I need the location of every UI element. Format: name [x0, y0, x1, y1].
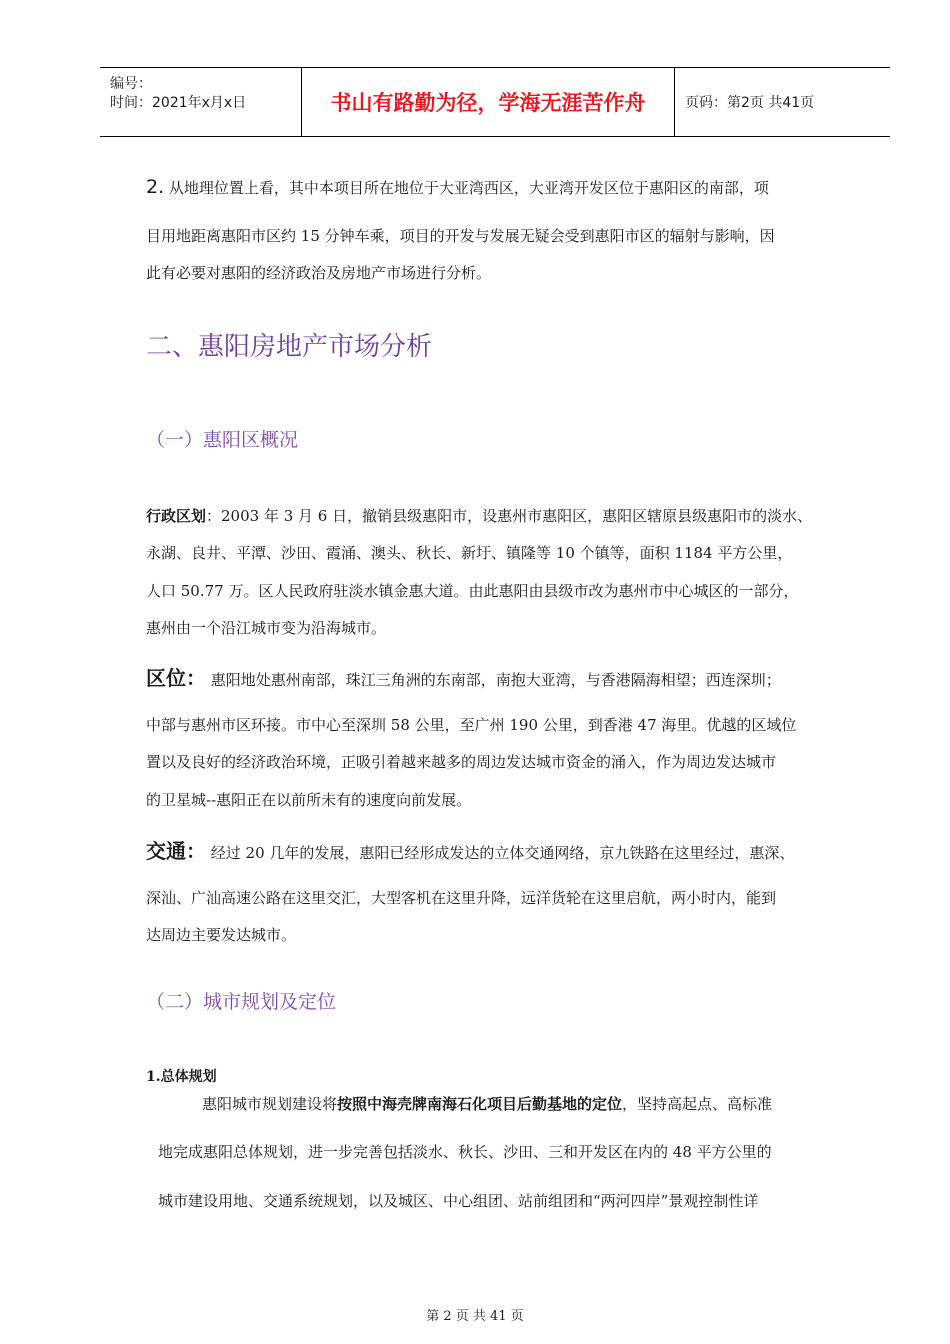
location-line-4: 的卫星城--惠阳正在以前所未有的速度向前发展。 — [146, 791, 472, 809]
time-label: 时间：2021年x月x日 — [110, 95, 247, 111]
traffic-text-1: 经过 20 几年的发展，惠阳已经形成发达的立体交通网络，京九铁路在这里经过，惠深、 — [210, 844, 795, 862]
admin-text-1: ：2003 年 3 月 6 日，撤销县级惠阳市，设惠州市惠阳区，惠阳区辖原县级惠阳市的淡水、 — [206, 507, 813, 525]
location-label: 区位： — [146, 666, 206, 690]
plan-line-2: 地完成惠阳总体规划，进一步完善包括淡水、秋长、沙田、三和开发区在内的 48 平方公里的 — [158, 1143, 772, 1161]
traffic-line-2: 深汕、广汕高速公路在这里交汇，大型客机在这里升降，远洋货轮在这里启航，两小时内，能到 — [146, 889, 777, 907]
plan-text-pre: 惠阳城市规划建设将 — [202, 1095, 338, 1113]
location-text-1: 惠阳地处惠州南部，珠江三角洲的东南部，南抱大亚湾，与香港隔海相望；西连深圳； — [210, 671, 781, 689]
intro-line-1 — [146, 176, 866, 198]
header-page-info-cell — [675, 68, 890, 136]
traffic-label: 交通： — [146, 839, 206, 863]
intro-number: 2. — [146, 176, 165, 198]
location-line-1 — [146, 662, 866, 691]
header-meta-cell — [100, 68, 302, 136]
page-header — [100, 67, 890, 137]
plan-line-3: 城市建设用地、交通系统规划，以及城区、中心组团、站前组团和“两河四岸”景观控制性详 — [158, 1192, 759, 1210]
subsection-title-1: （一）惠阳区概况 — [146, 429, 299, 451]
admin-label: 行政区划 — [146, 507, 207, 525]
page-info: 页码：第2页 共41页 — [685, 95, 815, 111]
header-motto: 书山有路勤为径，学海无涯苦作舟 — [302, 68, 675, 136]
traffic-line-3: 达周边主要发达城市。 — [146, 926, 297, 944]
code-label: 编号： — [110, 76, 152, 92]
intro-line-2: 目用地距离惠阳市区约 15 分钟车乘，项目的开发与发展无疑会受到惠阳市区的辐射与影响，因 — [146, 227, 775, 245]
subsection-title-2: （二）城市规划及定位 — [146, 991, 337, 1013]
intro-text-1: 从地理位置上看，其中本项目所在地位于大亚湾西区，大亚湾开发区位于惠阳区的南部，项 — [168, 179, 769, 197]
plan-heading: 1.总体规划 — [146, 1069, 217, 1085]
plan-text-post: ，坚持高起点、高标准 — [622, 1095, 773, 1113]
plan-line-1 — [202, 1093, 772, 1114]
location-line-3: 置以及良好的经济政治环境，正吸引着越来越多的周边发达城市资金的涌入，作为周边发达城市 — [146, 753, 777, 771]
admin-line-3: 人口 50.77 万。区人民政府驻淡水镇金惠大道。由此惠阳由县级市改为惠州市中心城区的一部分， — [146, 582, 799, 600]
section-title: 二、惠阳房地产市场分析 — [146, 332, 433, 362]
page-footer: 第 2 页 共 41 页 — [426, 1309, 524, 1324]
plan-text-bold: 按照中海壳牌南海石化项目后勤基地的定位 — [337, 1095, 623, 1113]
admin-line-2: 永湖、良井、平潭、沙田、霞涌、澳头、秋长、新圩、镇隆等 10 个镇等，面积 1184 平方公里， — [146, 544, 793, 562]
admin-line-4: 惠州由一个沿江城市变为沿海城市。 — [146, 619, 387, 637]
traffic-line-1 — [146, 835, 866, 864]
location-line-2: 中部与惠州市区环接。市中心至深圳 58 公里，至广州 190 公里，到香港 47 海里。优越的区域位 — [146, 716, 797, 734]
intro-line-3: 此有必要对惠阳的经济政治及房地产市场进行分析。 — [146, 264, 492, 282]
admin-line-1 — [146, 505, 866, 526]
